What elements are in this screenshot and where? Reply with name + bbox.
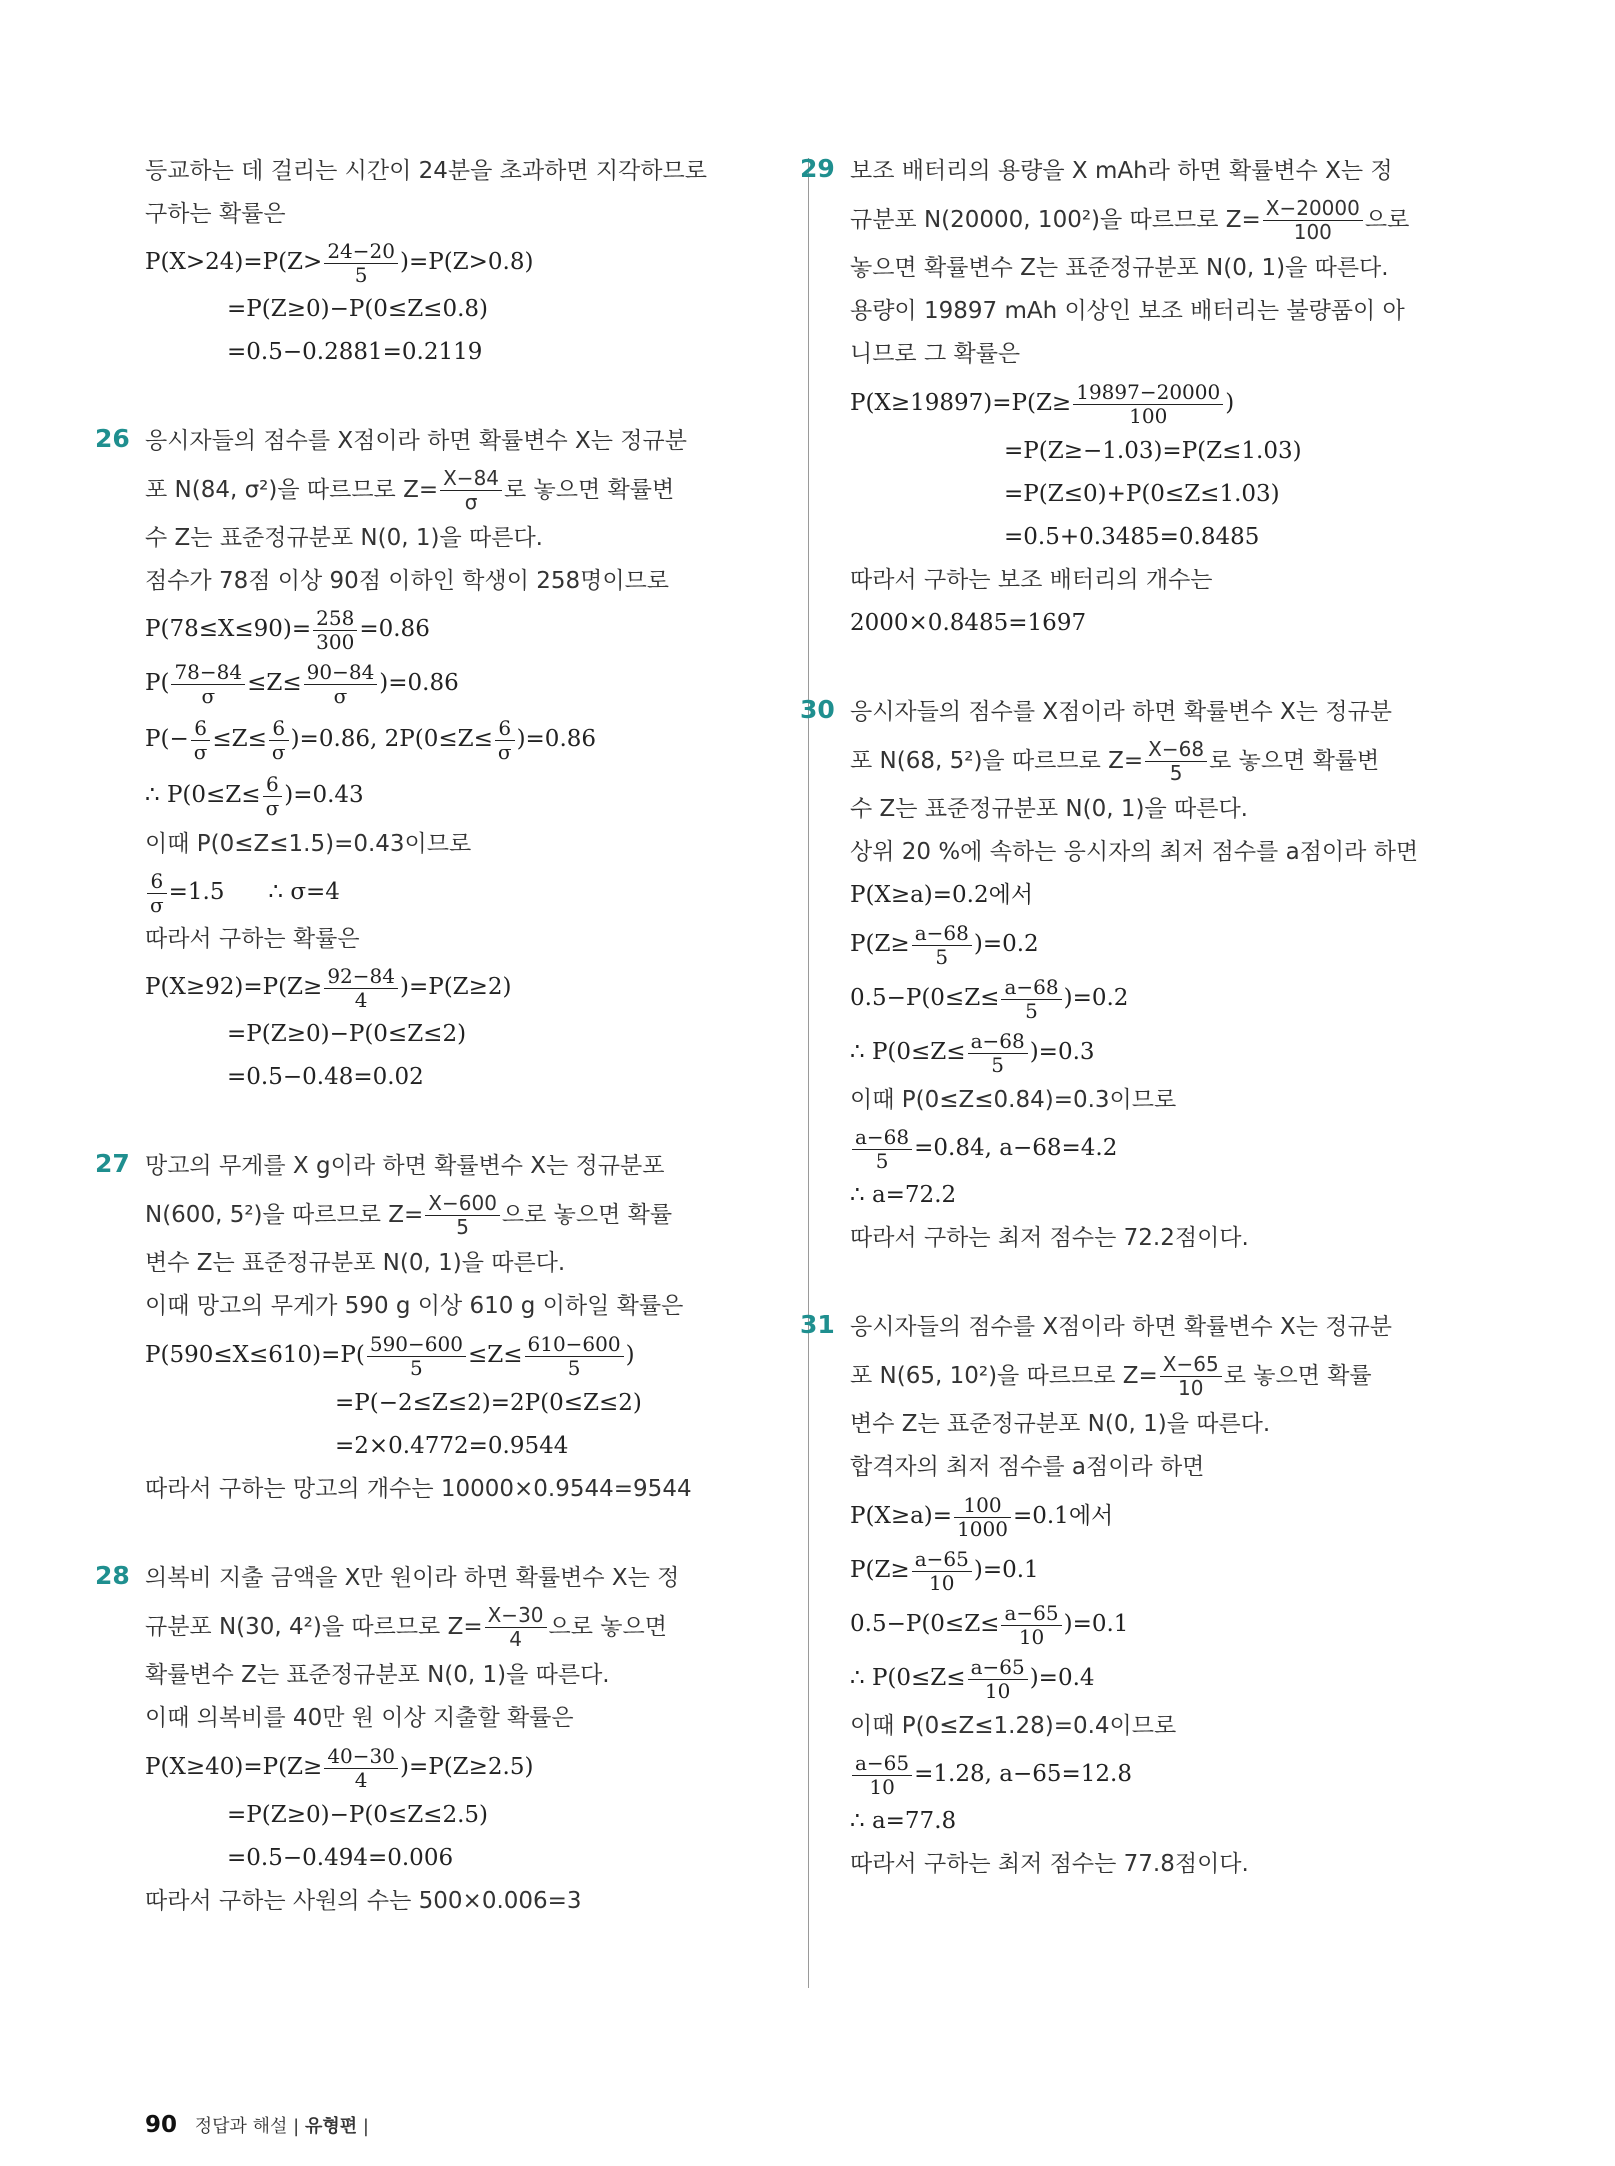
eq-part: =0.86 [359,616,430,642]
text-line: 변수 Z는 표준정규분포 N(0, 1)을 따른다. [145,1250,566,1276]
denominator: 100 [1129,403,1168,428]
text-line: 등교하는 데 걸리는 시간이 24분을 초과하면 지각하므로 [145,158,707,184]
numerator: X−68 [1145,738,1207,762]
column-divider [808,158,809,1988]
equation-line: =0.5−0.494=0.006 [227,1845,454,1871]
eq-part: )=0.4 [1029,1665,1095,1691]
solution-31 [800,1306,1480,1886]
fraction [968,1030,1028,1077]
eq-part: =1.28, a−65=12.8 [914,1761,1132,1787]
eq-part: )=P(Z>0.8) [399,249,534,275]
equation-line: =2×0.4772=0.9544 [335,1433,569,1459]
numerator: a−68 [912,922,972,946]
spacer [850,645,1480,691]
equation-line [145,1740,775,1794]
denominator: σ [271,739,286,764]
equation-line [850,1543,1480,1597]
eq-part: P(X≥92)=P(Z≥ [145,974,323,1000]
text-line: 따라서 구하는 최저 점수는 72.2점이다. [850,1225,1249,1251]
text-line: 이때 P(0≤Z≤1.5)=0.43이므로 [145,831,472,857]
denominator: 4 [354,1767,368,1792]
text-line [145,1600,775,1654]
eq-part: )=0.1 [973,1557,1039,1583]
numerator: 6 [191,717,211,741]
fraction [324,965,398,1012]
fraction [1073,381,1223,428]
denominator: 5 [567,1355,581,1380]
text-line: 용량이 19897 mAh 이상인 보조 배터리는 불량품이 아 [850,298,1405,324]
fraction [171,661,245,708]
eq-part: ≤Z≤ [247,670,302,696]
page-footer [145,2112,369,2138]
eq-part: ) [1225,390,1235,416]
problem-number: 29 [800,154,835,183]
numerator: X−600 [425,1192,500,1216]
equation-line: =0.5+0.3485=0.8485 [1004,524,1260,550]
text-part: 포 N(84, σ²)을 따르므로 Z= [145,477,439,503]
solution-29 [800,150,1480,645]
fraction [912,922,972,969]
equation-line: =P(Z≥−1.03)=P(Z≤1.03) [1004,438,1302,464]
denominator: 10 [984,1678,1011,1703]
eq-part: P(Z≥ [850,931,910,957]
eq-part: ≤Z≤ [212,726,267,752]
text-line: 점수가 78점 이상 90점 이하인 학생이 258명이므로 [145,568,670,594]
fraction [304,661,378,708]
fraction [1001,1602,1061,1649]
solution-26 [95,420,775,1099]
text-line [145,1188,775,1242]
eq-part: 0.5−P(0≤Z≤ [850,1611,1000,1637]
spacer [145,1511,775,1557]
text-line: 수 Z는 표준정규분포 N(0, 1)을 따른다. [145,525,543,551]
text-part: 로 놓으면 확률변 [1209,748,1380,774]
problem-number: 30 [800,695,835,724]
numerator: 19897−20000 [1073,381,1223,405]
equation-line [850,1122,1480,1174]
numerator: 258 [313,607,357,631]
fraction [968,1656,1028,1703]
fraction [324,240,398,287]
text-line: 의복비 지출 금액을 X만 원이라 하면 확률변수 X는 정 [145,1565,680,1591]
text-line: 따라서 구하는 최저 점수는 77.8점이다. [850,1851,1249,1877]
numerator: a−65 [912,1548,972,1572]
text-line: 따라서 구하는 망고의 개수는 10000×0.9544=9544 [145,1476,692,1502]
eq-part: ∴ P(0≤Z≤ [145,782,261,808]
equation-line [145,603,775,655]
eq-part: =0.1에서 [1012,1503,1114,1529]
text-part: 로 놓으면 확률 [1223,1363,1372,1389]
numerator: X−65 [1160,1353,1222,1377]
denominator: 5 [875,1148,889,1173]
text-line: 이때 의복비를 40만 원 이상 지출할 확률은 [145,1705,574,1731]
eq-part: ∴ P(0≤Z≤ [850,1039,966,1065]
eq-part: P(78≤X≤90)= [145,616,312,642]
text-line: 응시자들의 점수를 X점이라 하면 확률변수 X는 정규분 [850,699,1392,725]
equation-line [145,1328,775,1382]
fraction [1001,976,1061,1023]
equation-line: 2000×0.8485=1697 [850,610,1087,636]
numerator: 78−84 [171,661,245,685]
text-line: 변수 Z는 표준정규분포 N(0, 1)을 따른다. [850,1411,1271,1437]
numerator: 92−84 [324,965,398,989]
equation-line [145,961,775,1013]
eq-part: )=0.86 [516,726,597,752]
fraction [263,773,283,820]
denominator: 10 [1018,1624,1045,1649]
eq-part: P(X≥19897)=P(Z≥ [850,390,1072,416]
text-line: 이때 P(0≤Z≤1.28)=0.4이므로 [850,1713,1177,1739]
numerator: 6 [269,717,289,741]
numerator: a−65 [968,1656,1028,1680]
text-line: 망고의 무게를 X g이라 하면 확률변수 X는 정규분포 [145,1153,665,1179]
fraction [147,870,167,917]
fraction [912,1548,972,1595]
eq-part: =1.5 ∴ σ=4 [168,879,340,905]
text-part: 포 N(68, 5²)을 따르므로 Z= [850,748,1144,774]
denominator: σ [201,683,216,708]
text-line: 놓으면 확률변수 Z는 표준정규분포 N(0, 1)을 따른다. [850,255,1389,281]
spacer [850,1260,1480,1306]
denominator: 4 [354,987,368,1012]
denominator: 5 [354,262,368,287]
denominator: σ [265,795,280,820]
text-line: 따라서 구하는 보조 배터리의 개수는 [850,567,1213,593]
text-line: 상위 20 %에 속하는 응시자의 최저 점수를 a점이라 하면 [850,839,1419,865]
fraction [852,1752,912,1799]
equation-line [850,1651,1480,1705]
equation-line [850,1597,1480,1651]
text-part: N(600, 5²)을 따르므로 Z= [145,1202,424,1228]
eq-part: )=0.3 [1029,1039,1095,1065]
text-line: 구하는 확률은 [145,201,286,227]
text-line [850,1349,1480,1403]
equation-line [145,711,775,767]
text-part: 로 놓으면 확률변 [504,477,675,503]
equation-line [850,376,1480,430]
solution-30 [800,691,1480,1260]
fraction [525,1333,624,1380]
numerator: 24−20 [324,240,398,264]
problem-number: 28 [95,1561,130,1590]
equation-line: =P(Z≤0)+P(0≤Z≤1.03) [1004,481,1280,507]
numerator: 90−84 [304,661,378,685]
eq-part: )=P(Z≥2.5) [399,1754,534,1780]
equation-line [145,866,775,918]
denominator: 10 [1178,1376,1204,1400]
problem-number: 31 [800,1310,835,1339]
problem-number: 27 [95,1149,130,1178]
denominator: σ [193,739,208,764]
denominator: 5 [410,1355,423,1380]
equation-line: ∴ a=77.8 [850,1808,957,1834]
numerator: a−68 [968,1030,1028,1054]
solution-28 [95,1557,775,1923]
equation-line [850,917,1480,971]
fraction [367,1333,466,1380]
equation-line: ∴ a=72.2 [850,1182,957,1208]
text-line: 따라서 구하는 확률은 [145,926,360,952]
equation-line [850,1748,1480,1800]
text-line: 이때 P(0≤Z≤0.84)=0.3이므로 [850,1087,1177,1113]
equation-line: =0.5−0.2881=0.2119 [227,339,483,365]
solution-27 [95,1145,775,1511]
equation-line [145,236,775,288]
denominator: σ [497,739,512,764]
equation-line [145,655,775,711]
text-line [145,463,775,517]
equation-line [850,971,1480,1025]
denominator: 5 [991,1052,1004,1077]
equation-line: =P(Z≥0)−P(0≤Z≤2.5) [227,1802,489,1828]
text-line: 응시자들의 점수를 X점이라 하면 확률변수 X는 정규분 [145,428,687,454]
fraction [1263,197,1363,244]
numerator: a−68 [852,1126,912,1150]
equation-line: =P(Z≥0)−P(0≤Z≤2) [227,1021,467,1047]
text-line: 수 Z는 표준정규분포 N(0, 1)을 따른다. [850,796,1248,822]
numerator: 590−600 [367,1333,466,1357]
equation-line: =P(Z≥0)−P(0≤Z≤0.8) [227,296,489,322]
denominator: 10 [929,1570,955,1595]
text-line: 응시자들의 점수를 X점이라 하면 확률변수 X는 정규분 [850,1314,1392,1340]
denominator: 5 [935,944,949,969]
denominator: σ [464,490,478,514]
numerator: X−84 [440,467,502,491]
footer-separator: | [293,2116,300,2137]
denominator: 1000 [957,1516,1008,1541]
text-line [850,734,1480,788]
fraction [1145,738,1207,785]
text-part: 규분포 N(20000, 100²)을 따르므로 Z= [850,207,1261,233]
numerator: a−68 [1001,976,1061,1000]
denominator: 10 [869,1774,895,1799]
numerator: 610−600 [525,1333,624,1357]
eq-part: ∴ P(0≤Z≤ [850,1665,966,1691]
numerator: 100 [954,1494,1011,1518]
text-part: 으로 놓으면 확률 [501,1202,673,1228]
text-line: 합격자의 최저 점수를 a점이라 하면 [850,1454,1205,1480]
text-line: 따라서 구하는 사원의 수는 500×0.006=3 [145,1888,582,1914]
fraction [440,467,502,514]
text-part: 포 N(65, 10²)을 따르므로 Z= [850,1363,1158,1389]
problem-number: 26 [95,424,130,453]
numerator: a−65 [852,1752,912,1776]
left-column [95,150,775,1923]
numerator: 6 [495,717,515,741]
fraction [954,1494,1011,1541]
denominator: 300 [316,629,355,654]
fraction [324,1745,398,1792]
text-line: 보조 배터리의 용량을 X mAh라 하면 확률변수 X는 정 [850,158,1393,184]
eq-part: ) [625,1342,635,1368]
footer-section-label: 유형편 [304,2116,358,2137]
fraction [485,1604,547,1651]
denominator: 100 [1293,220,1332,244]
numerator: X−30 [485,1604,547,1628]
text-line: 확률변수 Z는 표준정규분포 N(0, 1)을 따른다. [145,1662,610,1688]
eq-part: )=0.86, 2P(0≤Z≤ [290,726,493,752]
eq-part: )=0.2 [973,931,1039,957]
fraction [191,717,211,764]
fraction [425,1192,500,1239]
spacer [145,1099,775,1145]
text-line [850,193,1480,247]
denominator: 4 [509,1627,522,1651]
eq-part: P(− [145,726,189,752]
eq-part: P(X>24)=P(Z> [145,249,323,275]
solution-25-continued [145,150,775,374]
equation-line: =P(−2≤Z≤2)=2P(0≤Z≤2) [335,1390,642,1416]
eq-part: P( [145,670,170,696]
eq-part: =0.84, a−68=4.2 [914,1135,1118,1161]
page-number: 90 [145,2112,178,2138]
equation-line [850,1025,1480,1079]
text-line: 니므로 그 확률은 [850,341,1021,367]
text-line: 이때 망고의 무게가 590 g 이상 610 g 이하일 확률은 [145,1293,684,1319]
numerator: X−20000 [1263,197,1363,221]
numerator: a−65 [1001,1602,1061,1626]
numerator: 6 [263,773,283,797]
footer-separator: | [362,2116,369,2137]
eq-part: )=P(Z≥2) [399,974,512,1000]
eq-part: )=0.86 [379,670,459,696]
denominator: 5 [1169,761,1183,785]
right-column [800,150,1480,1886]
denominator: 5 [456,1215,469,1239]
eq-part: ≤Z≤ [467,1342,523,1368]
eq-part: P(Z≥ [850,1557,910,1583]
equation-line: =0.5−0.48=0.02 [227,1064,424,1090]
footer-book-label: 정답과 해설 [194,2116,288,2137]
denominator: σ [333,683,348,708]
numerator: 6 [147,870,167,894]
fraction [852,1126,912,1173]
denominator: σ [150,892,164,917]
fraction [313,607,357,654]
fraction [269,717,289,764]
text-part: 으로 놓으면 [548,1614,667,1640]
spacer [145,374,775,420]
text-part: 으로 [1364,207,1410,233]
eq-part: )=0.43 [284,782,364,808]
fraction [495,717,515,764]
eq-part: )=0.1 [1063,1611,1129,1637]
equation-line [850,1489,1480,1543]
eq-part: )=0.2 [1063,985,1129,1011]
eq-part: P(X≥40)=P(Z≥ [145,1754,323,1780]
fraction [1160,1353,1222,1400]
equation-line [145,767,775,823]
text-part: 규분포 N(30, 4²)을 따르므로 Z= [145,1614,483,1640]
eq-part: P(X≥a)= [850,1503,953,1529]
denominator: 5 [1025,998,1038,1023]
equation-line: P(X≥a)=0.2에서 [850,882,1034,908]
eq-part: 0.5−P(0≤Z≤ [850,985,1000,1011]
numerator: 40−30 [324,1745,398,1769]
eq-part: P(590≤X≤610)=P( [145,1342,365,1368]
